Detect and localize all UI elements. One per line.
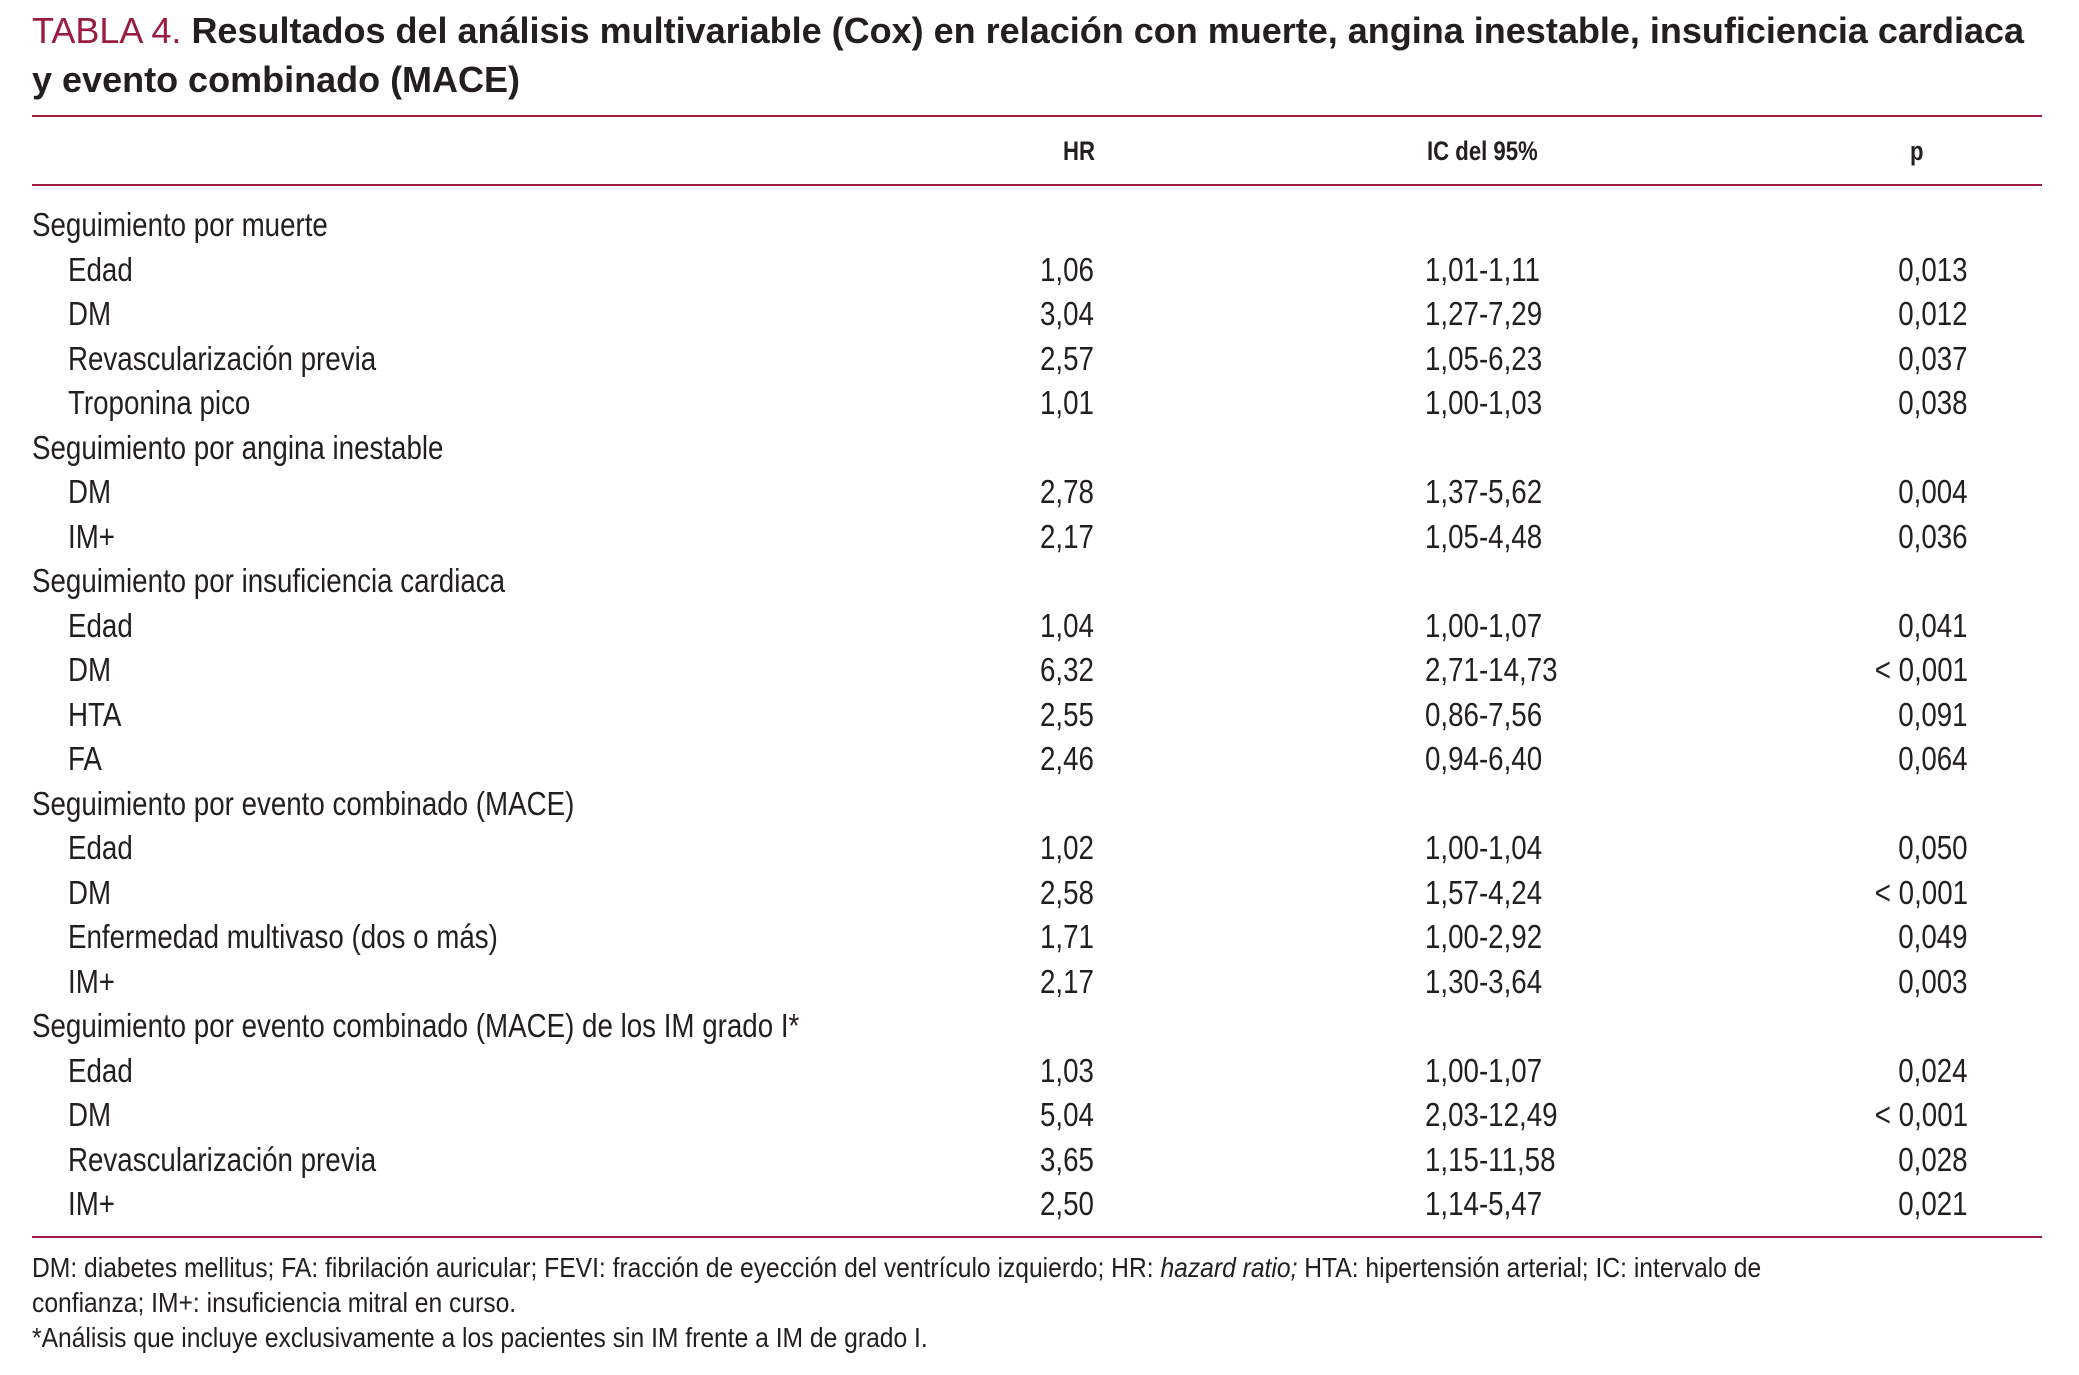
row-label: FA — [68, 740, 102, 777]
ci-value: 2,71-14,73 — [1425, 651, 1558, 688]
table-row — [0, 1049, 2079, 1094]
bottom-rule — [32, 1236, 2042, 1238]
table-number: TABLA 4. — [32, 10, 182, 51]
group-row — [0, 1004, 2079, 1049]
table-row — [0, 604, 2079, 649]
p-value: 0,049 — [1898, 918, 1968, 955]
row-label: DM — [68, 651, 112, 688]
table-row — [0, 915, 2079, 960]
table-row — [0, 648, 2079, 693]
row-label: Edad — [68, 250, 133, 288]
group-row — [0, 782, 2079, 827]
table-row — [0, 248, 2079, 293]
table-row — [0, 515, 2079, 560]
row-label: Edad — [68, 829, 133, 866]
hr-value: 2,58 — [1040, 873, 1094, 911]
p-value: 0,038 — [1898, 384, 1968, 421]
hr-value: 2,50 — [1040, 1185, 1094, 1222]
p-value: 0,064 — [1898, 740, 1968, 777]
row-label: Revascularización previa — [68, 339, 377, 377]
asterisk-note: *Análisis que incluye exclusivamente a los pacientes sin IM frente a IM de grado I. — [32, 1322, 928, 1353]
p-value: 0,013 — [1898, 250, 1968, 288]
row-label: Seguimiento por angina inestable — [32, 428, 444, 466]
hr-value: 1,06 — [1040, 250, 1094, 288]
hr-value: 1,01 — [1040, 384, 1094, 421]
p-value: 0,050 — [1898, 829, 1968, 866]
row-label: Edad — [68, 606, 133, 644]
hr-value: 6,32 — [1040, 651, 1094, 688]
group-row — [0, 203, 2079, 248]
row-label: Seguimiento por insuficiencia cardiaca — [32, 562, 506, 599]
hr-value: 3,65 — [1040, 1140, 1094, 1178]
p-value: 0,004 — [1898, 473, 1968, 510]
ci-value: 1,37-5,62 — [1425, 473, 1543, 510]
row-label: Seguimiento por evento combinado (MACE) de los IM grado I* — [32, 1007, 800, 1044]
hr-value: 1,02 — [1040, 829, 1094, 866]
table-row — [0, 826, 2079, 871]
p-value: 0,024 — [1898, 1051, 1968, 1089]
ci-value: 1,05-6,23 — [1425, 339, 1543, 377]
p-value: 0,036 — [1898, 517, 1968, 555]
row-label: DM — [68, 873, 112, 911]
header-hr: HR — [1063, 136, 1095, 166]
ci-value: 1,00-1,04 — [1425, 829, 1543, 866]
table-row — [0, 871, 2079, 916]
row-label: IM+ — [68, 1185, 115, 1222]
row-label: IM+ — [68, 517, 115, 555]
ci-value: 1,57-4,24 — [1425, 873, 1543, 911]
top-rule — [32, 115, 2042, 117]
hr-value: 1,03 — [1040, 1051, 1094, 1089]
hr-value: 2,46 — [1040, 740, 1094, 777]
hr-value: 2,57 — [1040, 339, 1094, 377]
row-label: Revascularización previa — [68, 1140, 377, 1178]
header-rule — [32, 184, 2042, 186]
row-label: Seguimiento por evento combinado (MACE) — [32, 784, 575, 822]
table-body — [0, 203, 2079, 1227]
table-row — [0, 470, 2079, 515]
ci-value: 1,27-7,29 — [1425, 295, 1543, 332]
row-label: Edad — [68, 1051, 133, 1089]
table-row — [0, 737, 2079, 782]
hr-value: 1,71 — [1040, 918, 1094, 955]
ci-value: 0,86-7,56 — [1425, 695, 1543, 733]
group-row — [0, 426, 2079, 471]
row-label: Troponina pico — [68, 384, 251, 421]
header-p: p — [1910, 136, 1924, 166]
italic-term: hazard ratio; — [1160, 1252, 1298, 1283]
table-row — [0, 1138, 2079, 1183]
table-title-text: Resultados del análisis multivariable (Cox) en relación con muerte, angina inestable, insuficiencia cardiaca y evento combinado (MACE) — [32, 10, 2025, 100]
row-label: HTA — [68, 695, 122, 733]
table-title — [32, 6, 2042, 104]
row-label: DM — [68, 1096, 112, 1133]
ci-value: 1,15-11,58 — [1425, 1140, 1556, 1178]
table-row — [0, 960, 2079, 1005]
table-row — [0, 1093, 2079, 1138]
ci-value: 1,00-1,07 — [1425, 1051, 1543, 1089]
hr-value: 2,17 — [1040, 517, 1094, 555]
ci-value: 1,00-1,03 — [1425, 384, 1543, 421]
group-row — [0, 559, 2079, 604]
hr-value: 2,55 — [1040, 695, 1094, 733]
p-value: < 0,001 — [1874, 873, 1968, 911]
hr-value: 3,04 — [1040, 295, 1094, 332]
row-label: DM — [68, 295, 112, 332]
ci-value: 1,30-3,64 — [1425, 962, 1543, 1000]
ci-value: 2,03-12,49 — [1425, 1096, 1558, 1133]
hr-value: 2,78 — [1040, 473, 1094, 510]
p-value: 0,091 — [1898, 695, 1968, 733]
table-row — [0, 381, 2079, 426]
ci-value: 1,05-4,48 — [1425, 517, 1543, 555]
row-label: Seguimiento por muerte — [32, 206, 328, 243]
abbreviations-note: DM: diabetes mellitus; FA: fibrilación auricular; FEVI: fracción de eyección del ventrículo izquierdo; HR: hazard ratio; HTA: hipertensión arterial; IC: intervalo de confianza; IM+: insuficiencia mitral en curso. — [32, 1252, 1762, 1318]
p-value: < 0,001 — [1874, 651, 1968, 688]
p-value: 0,012 — [1898, 295, 1968, 332]
p-value: 0,037 — [1898, 339, 1968, 377]
table-row — [0, 292, 2079, 337]
ci-value: 1,00-1,07 — [1425, 606, 1543, 644]
p-value: 0,028 — [1898, 1140, 1968, 1178]
p-value: 0,021 — [1898, 1185, 1968, 1222]
footnotes — [32, 1250, 1845, 1355]
row-label: Enfermedad multivaso (dos o más) — [68, 918, 498, 955]
hr-value: 1,04 — [1040, 606, 1094, 644]
table-row — [0, 693, 2079, 738]
ci-value: 1,00-2,92 — [1425, 918, 1543, 955]
hr-value: 2,17 — [1040, 962, 1094, 1000]
hr-value: 5,04 — [1040, 1096, 1094, 1133]
table-row — [0, 337, 2079, 382]
row-label: DM — [68, 473, 112, 510]
ci-value: 1,14-5,47 — [1425, 1185, 1543, 1222]
ci-value: 0,94-6,40 — [1425, 740, 1543, 777]
row-label: IM+ — [68, 962, 115, 1000]
ci-value: 1,01-1,11 — [1425, 250, 1541, 288]
p-value: 0,003 — [1898, 962, 1968, 1000]
table-row — [0, 1182, 2079, 1227]
p-value: 0,041 — [1898, 606, 1968, 644]
header-ci: IC del 95% — [1427, 136, 1538, 166]
p-value: < 0,001 — [1874, 1096, 1968, 1133]
